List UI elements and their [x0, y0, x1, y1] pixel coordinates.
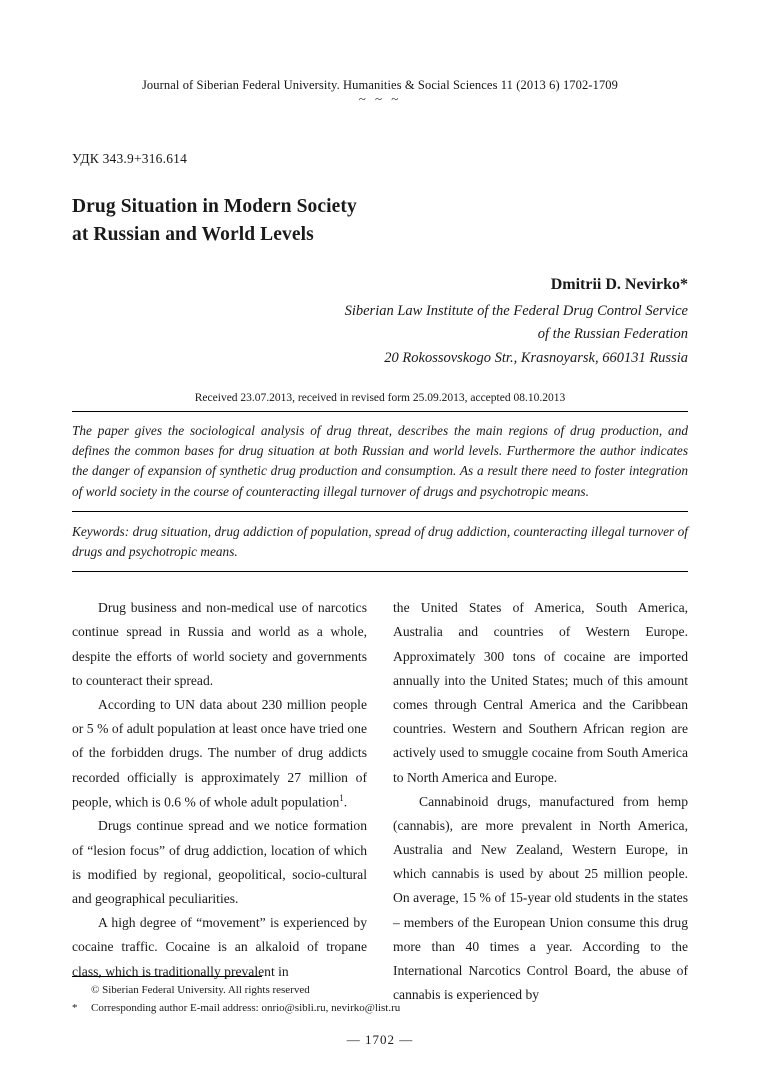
paragraph-text: According to UN data about 230 million people or 5 % of adult population at least once have tried one of the forbidden drugs. The number of drug addicts recorded officially is approximately 27 million of people, which is 0.6 % of whole adult population — [72, 696, 367, 810]
footnotes — [72, 976, 502, 1018]
journal-header: Journal of Siberian Federal University. Humanities & Social Sciences 11 (2013 6) 1702-1709 — [141, 78, 619, 92]
footnote-reference: 1 — [339, 792, 344, 803]
page-title — [72, 193, 688, 250]
author-name: Dmitrii D. Nevirko* — [550, 275, 688, 293]
udk-code: УДК 343.9+316.614 — [72, 151, 188, 166]
footnote-mark-asterisk: * — [72, 1002, 78, 1015]
paragraph: the United States of America, South America, Australia and countries of Western Europe. Approximately 300 tons of cocaine are imported annually into the United States; much of this amount comes through Central America and the Caribbean countries. Western and Southern African region are actively used to smuggle cocaine from South America to North America and Europe. — [393, 600, 688, 785]
abstract-bottom-rule — [72, 511, 688, 512]
column-right — [393, 596, 688, 1007]
footnote-copyright: © Siberian Federal University. All rights reserved — [91, 984, 310, 997]
body-columns — [72, 596, 688, 1007]
paragraph: Drugs continue spread and we notice formation of “lesion focus” of drug addiction, location of which is modified by regional, geopolitical, socio-cultural and geographical peculiarities. — [72, 818, 367, 906]
paragraph: A high degree of “movement” is experienced by cocaine traffic. Cocaine is an alkaloid of tropane class, which is traditionally prevalent in — [72, 915, 367, 979]
footnote-copyright-row — [72, 982, 502, 1000]
title-line-2: at Russian and World Levels — [72, 224, 314, 246]
footnote-corresponding-author: Corresponding author E-mail address: onrio@sibli.ru, nevirko@list.ru — [91, 1002, 401, 1015]
column-left — [72, 596, 367, 1007]
received-dates: Received 23.07.2013, received in revised form 25.09.2013, accepted 08.10.2013 — [194, 391, 566, 404]
keywords-bottom-rule — [72, 571, 688, 572]
affiliation-line-3: 20 Rokossovskogo Str., Krasnoyarsk, 660131 Russia — [384, 349, 688, 366]
paragraph: Cannabinoid drugs, manufactured from hemp (cannabis), are more prevalent in North America, Australia and New Zealand, Western Europe, in which cannabis is used by about 25 million people. On average, 15 % of 15-year old students in the states – members of the European Union consume this drug more than 40 times a year. According to the International Narcotics Control Board, the abuse of cannabis is experienced by — [393, 793, 688, 1003]
abstract-top-rule — [72, 411, 688, 412]
keywords-text: Keywords: drug situation, drug addiction of population, spread of drug addiction, counteracting illegal turnover of drugs and psychotropic means. — [72, 523, 688, 559]
paragraph — [72, 693, 367, 814]
paragraph: Drug business and non-medical use of narcotics continue spread in Russia and world as a whole, despite the efforts of world society and governments to counteract their spread. — [72, 600, 367, 688]
footnote-corresponding-row — [72, 1000, 502, 1018]
affiliation-line-1: Siberian Law Institute of the Federal Drug Control Service — [344, 302, 688, 319]
abstract-text: The paper gives the sociological analysis of drug threat, describes the main regions of drug production, and defines the common bases for drug situation at both Russian and world levels. Furthermore the author indicates the danger of expansion of synthetic drug production and consumption. As a result there need to foster integration of world society in the course of counteracting illegal turnover of drugs and psychotropic means. — [72, 422, 688, 499]
affiliation-line-2: of the Russian Federation — [537, 326, 688, 343]
affiliation — [72, 300, 688, 370]
title-line-1: Drug Situation in Modern Society — [72, 196, 357, 217]
footnote-rule — [72, 976, 262, 977]
paragraph-tail: . — [343, 794, 348, 810]
footnote-mark-blank — [72, 982, 84, 1000]
page-number: — 1702 — — [346, 1032, 414, 1047]
ornament: ~ ~ ~ — [358, 91, 402, 106]
